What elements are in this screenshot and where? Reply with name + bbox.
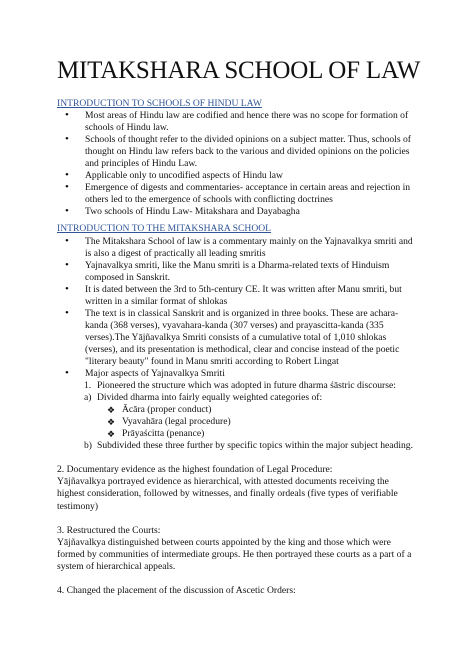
bullet-icon: • — [65, 109, 69, 122]
diamond-bullet-icon: ❖ — [107, 429, 116, 440]
item-number: 1. — [84, 380, 92, 392]
category-text: Prāyaścitta (penance) — [122, 428, 205, 440]
bullet-text: Major aspects of Yajnavalkya Smriti — [85, 368, 225, 380]
section-heading-schools: INTRODUCTION TO SCHOOLS OF HINDU LAW — [57, 98, 262, 109]
list-item — [57, 428, 417, 440]
bullet-text: Emergence of digests and commentaries- acceptance in certain areas and rejection in others led to the emergence of schools with conflicting doctrines — [85, 182, 411, 206]
category-text: Ācāra (proper conduct) — [122, 404, 212, 416]
section-heading-mitakshara: INTRODUCTION TO THE MITAKSHARA SCHOOL — [57, 223, 272, 235]
item-letter: b) — [84, 440, 92, 452]
bullet-icon: • — [65, 169, 69, 182]
item-letter: a) — [84, 392, 92, 404]
lettered-item-a — [57, 392, 417, 404]
bullet-text: Yajnavalkya smriti, like the Manu smriti is a Dharma-related texts of Hinduism composed in Sanskrit. — [85, 259, 390, 283]
point-2-text: Yājñavalkya portrayed evidence as hierarchical, with attested documents receiving the highest consideration, followed by witnesses, and finally ordeals (five types of verifiable testimony) — [57, 476, 398, 512]
list-item — [57, 416, 417, 428]
bullet-text: It is dated between the 3rd to 5th-century CE. It was written after Manu smriti, but written in a similar format of shlokas — [85, 283, 402, 307]
bullet-icon: • — [65, 282, 69, 295]
point-3-text: Yājñavalkya distinguished between courts appointed by the king and those which were formed by communities of intermediate groups. He then portrayed these courts as a part of a system of hierarchical appeals. — [57, 536, 412, 572]
bullet-text: The text is in classical Sanskrit and is organized in three books. These are achara-kanda (368 verses), vyavahara-kanda (307 verses) and prayascitta-kanda (335 verses).The Yājñavalkya Smriti consists of a cumulative total of 1,010 shlokas (verses), and its presentation is methodical, clear and concise instead of the poetic "literary beauty" found in Manu smriti according to Robert Lingat — [85, 307, 400, 367]
item-text: Subdivided these three further by specific topics within the major subject heading. — [97, 440, 413, 452]
bullet-text: Applicable only to uncodified aspects of Hindu law — [85, 170, 283, 182]
bullet-icon: • — [65, 133, 69, 146]
bullet-icon: • — [65, 258, 69, 271]
lettered-item-b — [57, 440, 417, 452]
bullet-text: Schools of thought refer to the divided opinions on a subject matter. Thus, schools of thought on Hindu law refers back to the various and divided opinions on the policies and principles of Hindu Law. — [85, 134, 411, 170]
document-title: MITAKSHARA SCHOOL OF LAW — [57, 57, 421, 84]
diamond-bullet-icon: ❖ — [107, 405, 116, 416]
bullet-text: Two schools of Hindu Law- Mitakshara and Dayabagha — [85, 206, 300, 218]
document-body — [57, 94, 417, 597]
category-text: Vyavahāra (legal procedure) — [122, 416, 231, 428]
bullet-icon: • — [65, 181, 69, 194]
bullet-icon: • — [65, 205, 69, 218]
item-text: Divided dharma into fairly equally weighted categories of: — [97, 392, 323, 404]
list-item — [57, 182, 417, 206]
list-item — [57, 284, 417, 308]
list-item — [57, 368, 417, 380]
list-item — [57, 110, 417, 134]
list-item — [57, 404, 417, 416]
bullet-text: The Mitakshara School of law is a commentary mainly on the Yajnavalkya smriti and is also a digest of practically all leading smritis — [85, 235, 413, 259]
item-text: Pioneered the structure which was adopted in future dharma śāstric discourse: — [97, 380, 396, 392]
list-item — [57, 236, 417, 260]
point-4-heading: 4. Changed the placement of the discussion of Ascetic Orders: — [57, 584, 296, 596]
list-item — [57, 260, 417, 284]
list-item — [57, 170, 417, 182]
schools-bullet-list — [57, 110, 417, 218]
list-item — [57, 134, 417, 170]
bullet-icon: • — [65, 234, 69, 247]
list-item — [57, 206, 417, 218]
dharma-categories-list — [57, 404, 417, 440]
bullet-text: Most areas of Hindu law are codified and hence there was no scope for formation of schools of Hindu law. — [85, 110, 409, 134]
point-3-heading: 3. Restructured the Courts: — [57, 524, 161, 536]
numbered-item-1 — [57, 380, 417, 392]
bullet-icon: • — [65, 306, 69, 319]
point-2-heading: 2. Documentary evidence as the highest foundation of Legal Procedure: — [57, 464, 333, 476]
mitakshara-bullet-list — [57, 236, 417, 381]
diamond-bullet-icon: ❖ — [107, 417, 116, 428]
bullet-icon: • — [65, 367, 69, 380]
list-item — [57, 308, 417, 368]
